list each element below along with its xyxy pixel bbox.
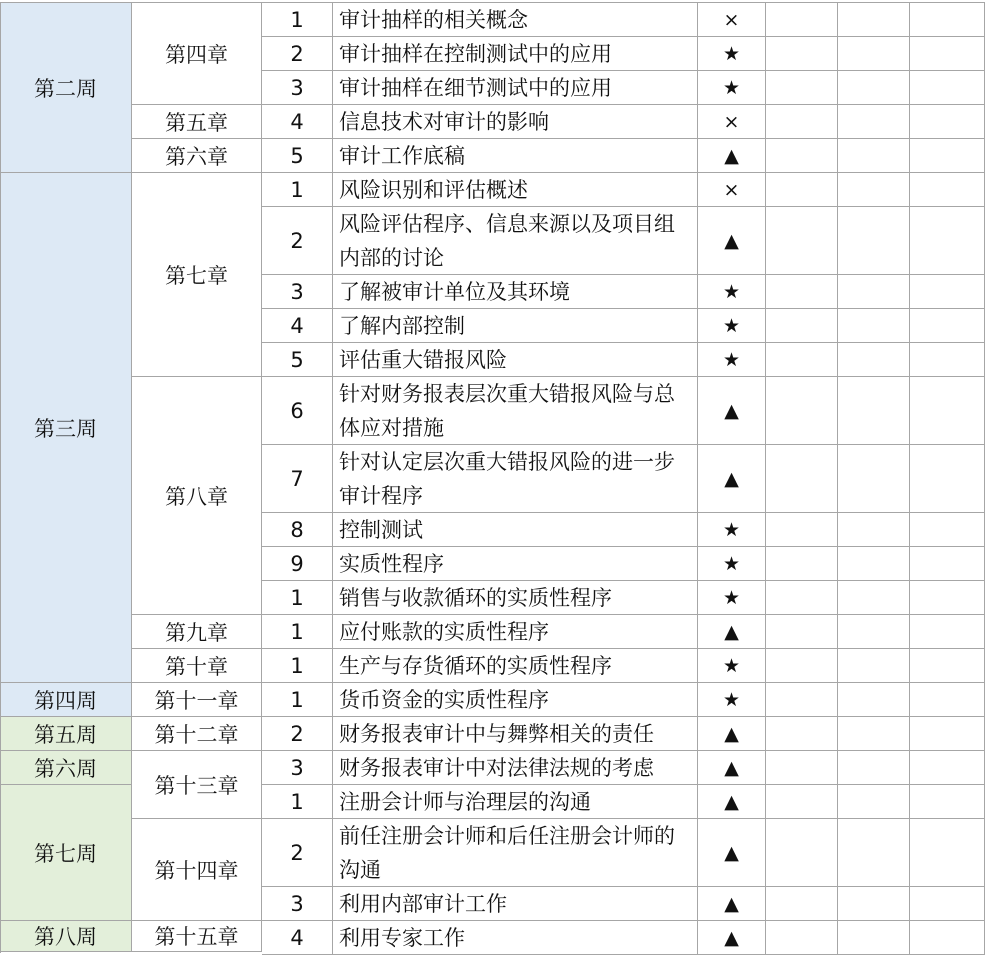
blank-cell[interactable] [766,309,838,343]
blank-cell[interactable] [910,785,985,819]
item-title-cell[interactable]: 利用内部审计工作 [333,887,698,921]
item-title-cell[interactable]: 针对认定层次重大错报风险的进一步审计程序 [333,445,698,513]
item-title-cell[interactable]: 评估重大错报风险 [333,343,698,377]
item-number-cell[interactable]: 3 [262,275,333,309]
item-title-cell[interactable]: 财务报表审计中对法律法规的考虑 [333,751,698,785]
item-number-cell[interactable]: 2 [262,37,333,71]
item-mark-cell[interactable]: ★ [698,275,766,309]
item-number-cell[interactable]: 9 [262,547,333,581]
item-mark-cell[interactable]: ▲ [698,819,766,887]
blank-cell[interactable] [838,105,910,139]
item-number-cell[interactable]: 5 [262,343,333,377]
blank-cell[interactable] [766,921,838,955]
blank-cell[interactable] [766,37,838,71]
item-title-cell[interactable]: 审计抽样在细节测试中的应用 [333,71,698,105]
blank-cell[interactable] [838,173,910,207]
blank-cell[interactable] [766,3,838,37]
item-title-cell[interactable]: 应付账款的实质性程序 [333,615,698,649]
blank-cell[interactable] [910,921,985,955]
blank-cell[interactable] [910,683,985,717]
blank-cell[interactable] [838,887,910,921]
blank-cell[interactable] [838,3,910,37]
item-mark-cell[interactable]: ★ [698,547,766,581]
item-number-cell[interactable]: 1 [262,3,333,37]
blank-cell[interactable] [910,717,985,751]
item-number-cell[interactable]: 1 [262,649,333,683]
item-title-cell[interactable]: 注册会计师与治理层的沟通 [333,785,698,819]
blank-cell[interactable] [766,547,838,581]
item-mark-cell[interactable]: ★ [698,581,766,615]
blank-cell[interactable] [910,71,985,105]
chapter-cell[interactable]: 第五章 [132,105,262,139]
item-mark-cell[interactable]: ▲ [698,785,766,819]
blank-cell[interactable] [766,105,838,139]
week-cell[interactable]: 第五周 [0,717,132,751]
item-title-cell[interactable]: 审计抽样在控制测试中的应用 [333,37,698,71]
blank-cell[interactable] [838,37,910,71]
blank-cell[interactable] [838,921,910,955]
item-title-cell[interactable]: 了解内部控制 [333,309,698,343]
item-mark-cell[interactable]: × [698,173,766,207]
blank-cell[interactable] [838,71,910,105]
item-number-cell[interactable]: 6 [262,377,333,445]
chapter-cell[interactable]: 第九章 [132,615,262,649]
blank-cell[interactable] [766,581,838,615]
blank-cell[interactable] [910,649,985,683]
item-number-cell[interactable]: 2 [262,717,333,751]
item-number-cell[interactable]: 2 [262,207,333,275]
item-title-cell[interactable]: 前任注册会计师和后任注册会计师的沟通 [333,819,698,887]
blank-cell[interactable] [910,105,985,139]
week-cell[interactable]: 第六周 [0,751,132,785]
item-title-cell[interactable]: 利用专家工作 [333,921,698,955]
item-mark-cell[interactable]: × [698,3,766,37]
blank-cell[interactable] [838,649,910,683]
table-top-border [0,2,985,3]
blank-cell[interactable] [838,751,910,785]
item-mark-cell[interactable]: × [698,105,766,139]
item-title-cell[interactable]: 销售与收款循环的实质性程序 [333,581,698,615]
item-number-cell[interactable]: 3 [262,751,333,785]
item-title-cell[interactable]: 货币资金的实质性程序 [333,683,698,717]
chapter-cell[interactable]: 第六章 [132,139,262,173]
blank-cell[interactable] [766,683,838,717]
blank-cell[interactable] [910,513,985,547]
blank-cell[interactable] [910,751,985,785]
chapter-cell[interactable]: 第十一章 [132,683,262,717]
item-mark-cell[interactable]: ▲ [698,377,766,445]
week-cell[interactable]: 第七周 [0,785,132,921]
blank-cell[interactable] [766,71,838,105]
item-number-cell[interactable]: 8 [262,513,333,547]
item-number-cell[interactable]: 3 [262,71,333,105]
chapter-cell[interactable]: 第四章 [132,3,262,105]
blank-cell[interactable] [766,615,838,649]
item-mark-cell[interactable]: ★ [698,513,766,547]
blank-cell[interactable] [910,547,985,581]
blank-cell[interactable] [910,377,985,445]
item-number-cell[interactable]: 4 [262,921,333,955]
blank-cell[interactable] [838,275,910,309]
blank-cell[interactable] [766,275,838,309]
item-mark-cell[interactable]: ★ [698,71,766,105]
item-number-cell[interactable]: 5 [262,139,333,173]
blank-cell[interactable] [910,819,985,887]
blank-cell[interactable] [766,343,838,377]
blank-cell[interactable] [910,275,985,309]
item-number-cell[interactable]: 1 [262,581,333,615]
item-number-cell[interactable]: 1 [262,683,333,717]
item-title-cell[interactable]: 了解被审计单位及其环境 [333,275,698,309]
blank-cell[interactable] [838,819,910,887]
item-mark-cell[interactable]: ★ [698,309,766,343]
item-mark-cell[interactable]: ▲ [698,717,766,751]
item-number-cell[interactable]: 1 [262,615,333,649]
item-title-cell[interactable]: 风险评估程序、信息来源以及项目组内部的讨论 [333,207,698,275]
item-title-cell[interactable]: 风险识别和评估概述 [333,173,698,207]
item-title-cell[interactable]: 审计抽样的相关概念 [333,3,698,37]
item-title-cell[interactable]: 信息技术对审计的影响 [333,105,698,139]
blank-cell[interactable] [838,377,910,445]
chapter-cell[interactable]: 第十五章 [132,921,262,952]
item-mark-cell[interactable]: ▲ [698,751,766,785]
blank-cell[interactable] [838,717,910,751]
item-title-cell[interactable]: 针对财务报表层次重大错报风险与总体应对措施 [333,377,698,445]
item-number-cell[interactable]: 7 [262,445,333,513]
item-mark-cell[interactable]: ▲ [698,615,766,649]
item-number-cell[interactable]: 2 [262,819,333,887]
item-title-cell[interactable]: 财务报表审计中与舞弊相关的责任 [333,717,698,751]
blank-cell[interactable] [910,581,985,615]
blank-cell[interactable] [910,343,985,377]
blank-cell[interactable] [766,751,838,785]
blank-cell[interactable] [766,819,838,887]
blank-cell[interactable] [910,445,985,513]
blank-cell[interactable] [766,717,838,751]
blank-cell[interactable] [838,343,910,377]
blank-cell[interactable] [838,445,910,513]
blank-cell[interactable] [766,139,838,173]
chapter-cell[interactable]: 第八章 [132,377,262,615]
chapter-cell[interactable]: 第七章 [132,173,262,377]
item-number-cell[interactable]: 1 [262,785,333,819]
chapter-cell[interactable]: 第十章 [132,649,262,683]
table-left-border [0,2,1,953]
blank-cell[interactable] [838,547,910,581]
item-mark-cell[interactable]: ▲ [698,207,766,275]
item-mark-cell[interactable]: ▲ [698,921,766,955]
blank-cell[interactable] [910,887,985,921]
blank-cell[interactable] [838,139,910,173]
item-mark-cell[interactable]: ▲ [698,139,766,173]
blank-cell[interactable] [910,3,985,37]
blank-cell[interactable] [766,377,838,445]
item-number-cell[interactable]: 4 [262,105,333,139]
item-title-cell[interactable]: 控制测试 [333,513,698,547]
week-cell[interactable]: 第三周 [0,173,132,683]
item-mark-cell[interactable]: ▲ [698,445,766,513]
blank-cell[interactable] [766,173,838,207]
chapter-cell[interactable]: 第十三章 [132,751,262,819]
item-number-cell[interactable]: 3 [262,887,333,921]
item-mark-cell[interactable]: ★ [698,683,766,717]
blank-cell[interactable] [910,173,985,207]
blank-cell[interactable] [766,207,838,275]
item-title-cell[interactable]: 审计工作底稿 [333,139,698,173]
item-mark-cell[interactable]: ★ [698,37,766,71]
item-title-cell[interactable]: 实质性程序 [333,547,698,581]
blank-cell[interactable] [910,615,985,649]
blank-cell[interactable] [838,207,910,275]
blank-cell[interactable] [910,309,985,343]
blank-cell[interactable] [766,445,838,513]
blank-cell[interactable] [766,649,838,683]
item-number-cell[interactable]: 1 [262,173,333,207]
blank-cell[interactable] [838,615,910,649]
item-mark-cell[interactable]: ★ [698,343,766,377]
blank-cell[interactable] [910,139,985,173]
chapter-cell[interactable]: 第十二章 [132,717,262,751]
chapter-cell[interactable]: 第十四章 [132,819,262,921]
item-number-cell[interactable]: 4 [262,309,333,343]
blank-cell[interactable] [766,785,838,819]
blank-cell[interactable] [838,683,910,717]
blank-cell[interactable] [910,207,985,275]
blank-cell[interactable] [838,785,910,819]
week-cell[interactable]: 第四周 [0,683,132,717]
blank-cell[interactable] [910,37,985,71]
blank-cell[interactable] [766,513,838,547]
item-mark-cell[interactable]: ★ [698,649,766,683]
blank-cell[interactable] [838,309,910,343]
item-mark-cell[interactable]: ▲ [698,887,766,921]
week-cell[interactable]: 第八周 [0,921,132,952]
blank-cell[interactable] [838,581,910,615]
week-cell[interactable]: 第二周 [0,3,132,173]
blank-cell[interactable] [838,513,910,547]
blank-cell[interactable] [766,887,838,921]
item-title-cell[interactable]: 生产与存货循环的实质性程序 [333,649,698,683]
